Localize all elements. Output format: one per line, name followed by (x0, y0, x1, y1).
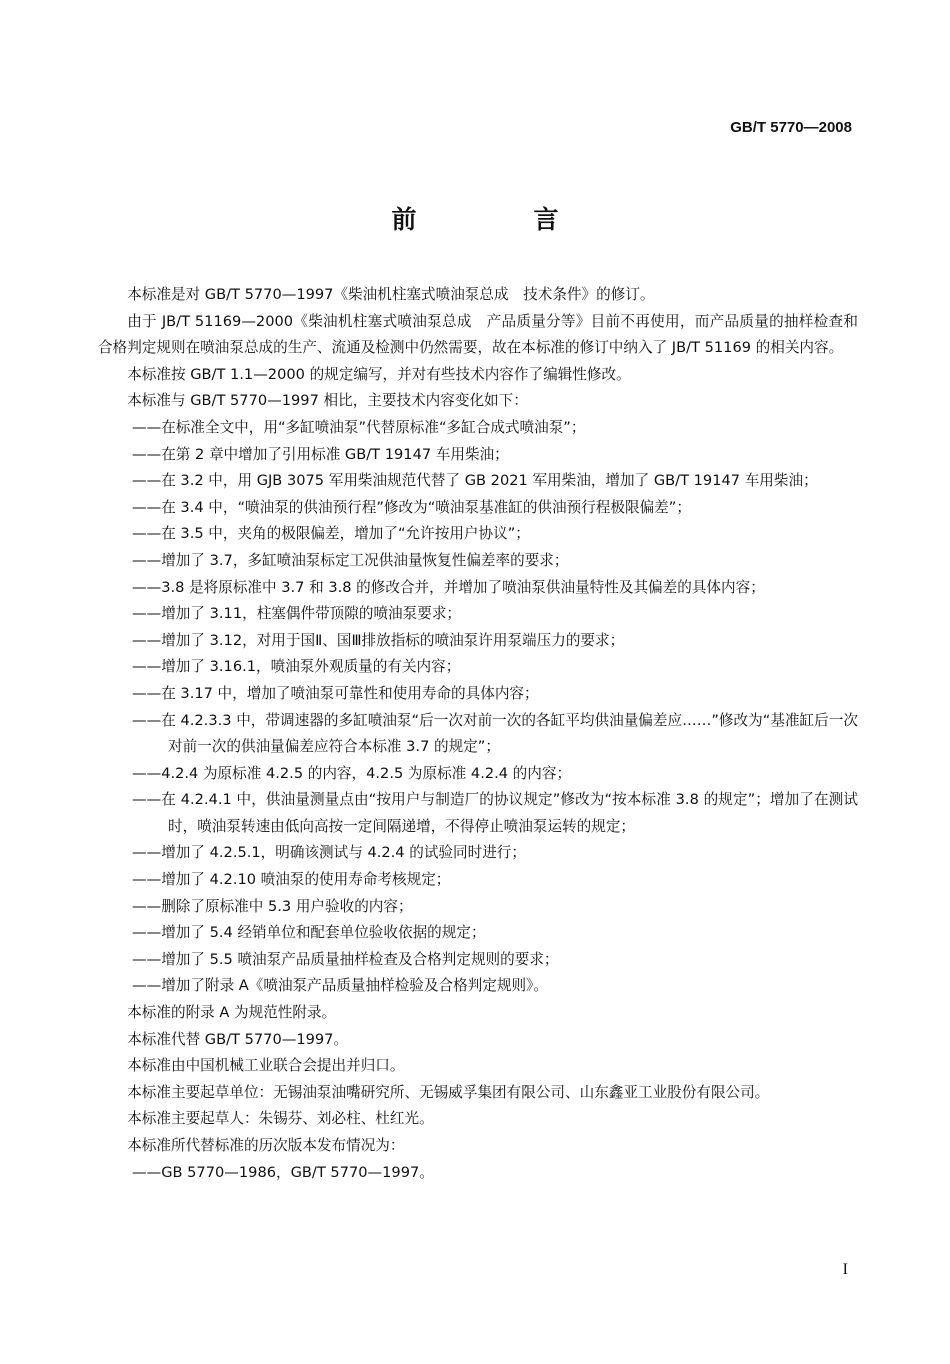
paragraph-drafting-units: 本标准主要起草单位：无锡油泵油嘴研究所、无锡威孚集团有限公司、山东鑫亚工业股份有限公司。 (127, 1083, 770, 1101)
change-item: ——增加了 3.11，柱塞偶件带顶隙的喷油泵要求； (132, 605, 462, 623)
change-item: ——在 4.2.4.1 中，供油量测量点由“按用户与制造厂的协议规定”修改为“按本标准 3.8 的规定”；增加了在测试时，喷油泵转速由低向高按一定间隔递增，不得停止喷油泵运转的规定； (132, 791, 858, 835)
change-item: ——增加了附录 A《喷油泵产品质量抽样检验及合格判定规则》。 (132, 977, 548, 995)
paragraph-annex: 本标准的附录 A 为规范性附录。 (127, 1004, 337, 1022)
change-item: ——在 3.17 中，增加了喷油泵可靠性和使用寿命的具体内容； (132, 684, 539, 702)
change-item: ——在 3.2 中，用 GJB 3075 军用柴油规范代替了 GB 2021 军用柴油，增加了 GB/T 19147 车用柴油； (132, 472, 818, 490)
change-item: ——增加了 5.5 喷油泵产品质量抽样检查及合格判定规则的要求； (132, 950, 559, 968)
change-item: ——在 4.2.3.3 中，带调速器的多缸喷油泵“后一次对前一次的各缸平均供油量偏差应……”修改为“基准缸后一次对前一次的供油量偏差应符合本标准 3.7 的规定”； (132, 711, 858, 756)
page-number: I (842, 1261, 848, 1278)
paragraph-jbt: 由于 JB/T 51169—2000《柴油机柱塞式喷油泵总成 产品质量分等》目前不再使用，而产品质量的抽样检查和合格判定规则在喷油泵总成的生产、流通及检测中仍然需要，故在本标准的修订中纳入了 JB/T 51169 的相关内容。 (98, 312, 858, 357)
change-item: ——在 3.4 中，“喷油泵的供油预行程”修改为“喷油泵基准缸的供油预行程极限偏差”； (132, 498, 691, 516)
document-body (98, 282, 858, 1186)
paragraph-replaces: 本标准代替 GB/T 5770—1997。 (127, 1030, 349, 1048)
change-item: ——在 3.5 中，夹角的极限偏差，增加了“允许按用户协议”； (132, 525, 530, 543)
history-item: ——GB 5770—1986，GB/T 5770—1997。 (132, 1163, 434, 1181)
change-item: ——增加了 4.2.5.1，明确该测试与 4.2.4 的试验同时进行； (132, 844, 526, 862)
change-item: ——增加了 3.7，多缸喷油泵标定工况供油量恢复性偏差率的要求； (132, 551, 569, 569)
paragraph-changes-intro: 本标准与 GB/T 5770—1997 相比，主要技术内容变化如下： (127, 392, 528, 410)
change-item: ——3.8 是将原标准中 3.7 和 3.8 的修改合并，并增加了喷油泵供油量特性及其偏差的具体内容； (132, 578, 765, 596)
change-item: ——增加了 4.2.10 喷油泵的使用寿命考核规定； (132, 871, 451, 889)
paragraph-history-intro: 本标准所代替标准的历次版本发布情况为： (127, 1137, 405, 1154)
change-item: ——在第 2 章中增加了引用标准 GB/T 19147 车用柴油； (132, 445, 509, 463)
page-title: 前 言 (391, 205, 605, 234)
change-item: ——删除了原标准中 5.3 用户验收的内容； (132, 897, 413, 915)
change-item: ——增加了 3.16.1，喷油泵外观质量的有关内容； (132, 658, 461, 676)
paragraph-revision: 本标准是对 GB/T 5770—1997《柴油机柱塞式喷油泵总成 技术条件》的修订。 (127, 286, 655, 303)
change-item: ——4.2.4 为原标准 4.2.5 的内容，4.2.5 为原标准 4.2.4 的内容； (132, 764, 572, 782)
paragraph-drafting: 本标准按 GB/T 1.1—2000 的规定编写，并对有些技术内容作了编辑性修改。 (127, 365, 631, 383)
paragraph-drafters: 本标准主要起草人：朱锡芬、刘必柱、杜红光。 (127, 1110, 434, 1128)
document-code: GB/T 5770—2008 (730, 119, 852, 136)
change-item: ——增加了 5.4 经销单位和配套单位验收依据的规定； (132, 924, 486, 942)
paragraph-proposer: 本标准由中国机械工业联合会提出并归口。 (127, 1057, 405, 1075)
change-item: ——在标准全文中，用“多缸喷油泵”代替原标准“多缸合成式喷油泵”； (132, 418, 586, 436)
change-item: ——增加了 3.12，对用于国Ⅱ、国Ⅲ排放指标的喷油泵许用泵端压力的要求； (132, 631, 625, 649)
